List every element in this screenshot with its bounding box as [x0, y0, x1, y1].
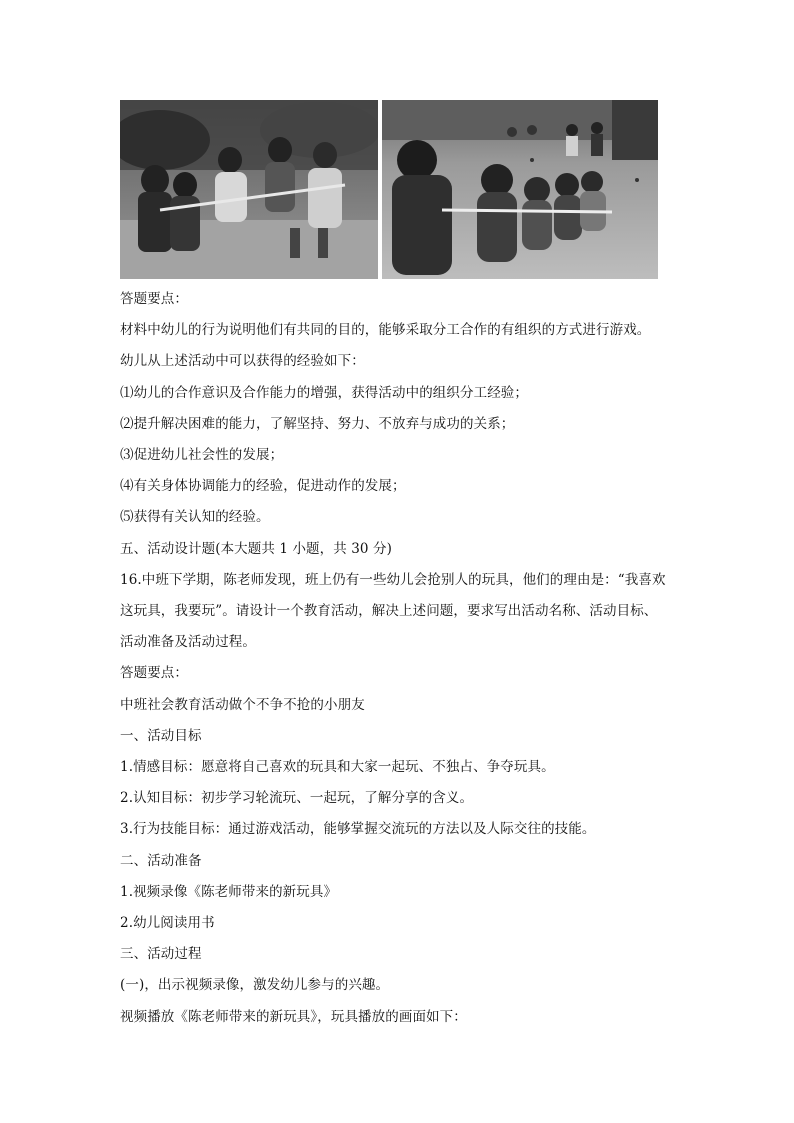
section-heading: 三、活动过程 — [120, 946, 202, 963]
answer-key-heading: 答题要点： — [120, 291, 188, 307]
tug-of-war-photo-left — [120, 100, 378, 279]
paragraph: 材料中幼儿的行为说明他们有共同的目的，能够采取分工合作的有组织的方式进行游戏。 — [120, 322, 651, 339]
section-heading: 一、活动目标 — [120, 727, 202, 744]
photo-strip — [120, 100, 658, 279]
list-item: ⑴幼儿的合作意识及合作能力的增强，获得活动中的组织分工经验； — [120, 384, 528, 401]
question-text: 16.中班下学期，陈老师发现，班上仍有一些幼儿会抢别人的玩具，他们的理由是：“我喜欢 — [120, 571, 666, 588]
tug-of-war-photo-right — [382, 100, 658, 279]
section-heading: 五、活动设计题(本大题共 1 小题，共 30 分) — [120, 540, 392, 557]
question-text: 这玩具，我要玩”。请设计一个教育活动，解决上述问题，要求写出活动名称、活动目标、 — [120, 603, 658, 620]
list-item: 1.视频录像《陈老师带来的新玩具》 — [120, 883, 338, 900]
list-item: (一)，出示视频录像，激发幼儿参与的兴趣。 — [120, 977, 390, 994]
section-heading: 二、活动准备 — [120, 852, 202, 869]
paragraph: 幼儿从上述活动中可以获得的经验如下： — [120, 353, 365, 370]
list-item: ⑶促进幼儿社会性的发展； — [120, 447, 284, 464]
paragraph: 视频播放《陈老师带来的新玩具》，玩具播放的画面如下： — [120, 1008, 467, 1025]
list-item: 2.幼儿阅读用书 — [120, 915, 215, 932]
list-item: 3.行为技能目标：通过游戏活动，能够掌握交流玩的方法以及人际交往的技能。 — [120, 821, 596, 838]
list-item: 2.认知目标：初步学习轮流玩、一起玩，了解分享的含义。 — [120, 790, 474, 807]
photo-image — [120, 100, 378, 279]
photo-image — [382, 100, 658, 279]
question-text: 活动准备及活动过程。 — [120, 634, 256, 651]
list-item: ⑷有关身体协调能力的经验，促进动作的发展； — [120, 478, 406, 495]
list-item: ⑵提升解决困难的能力，了解坚持、努力、不放弃与成功的关系； — [120, 415, 515, 432]
activity-title: 中班社会教育活动做个不争不抢的小朋友 — [120, 696, 365, 713]
list-item: ⑸获得有关认知的经验。 — [120, 509, 270, 526]
answer-text — [120, 284, 680, 1033]
list-item: 1.情感目标：愿意将自己喜欢的玩具和大家一起玩、不独占、争夺玩具。 — [120, 759, 555, 776]
answer-key-heading: 答题要点： — [120, 665, 188, 682]
